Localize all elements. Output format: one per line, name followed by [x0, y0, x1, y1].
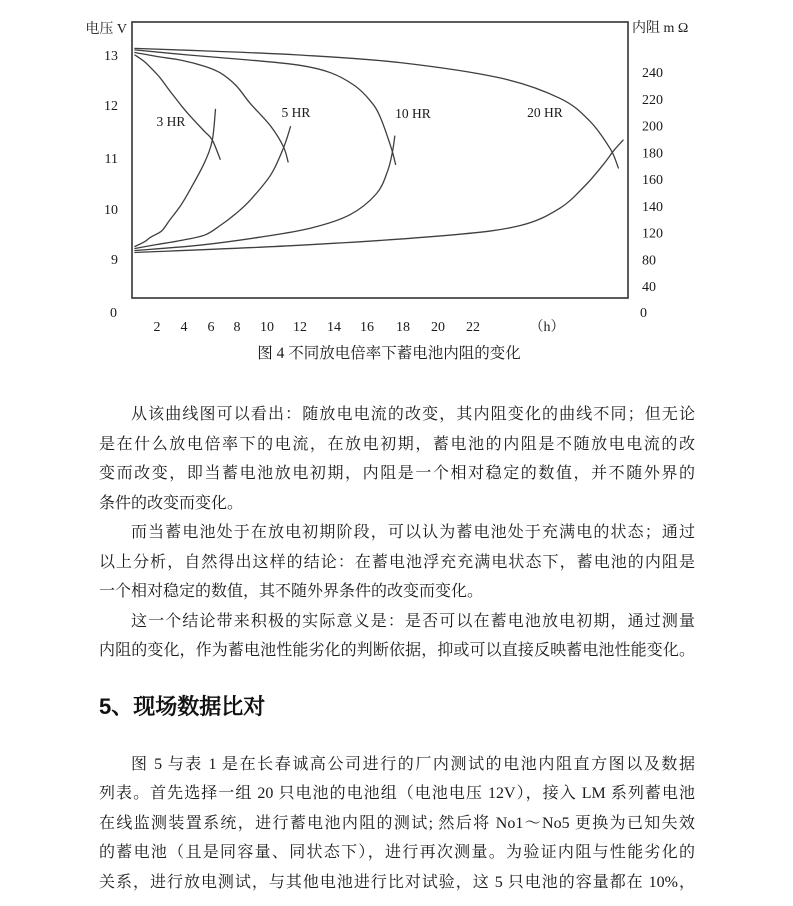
x-tick-label: 2 — [153, 320, 161, 335]
x-tick-label: 16 — [360, 320, 374, 335]
left-tick-label: 11 — [104, 152, 118, 167]
curve-label: 10 HR — [395, 106, 431, 121]
figure-caption: 图 4 不同放电倍率下蓄电池内阻的变化 — [257, 345, 521, 362]
x-axis-unit-label: （h） — [529, 320, 565, 335]
curve-label: 3 HR — [156, 114, 186, 129]
right-tick-label: 160 — [642, 173, 663, 188]
curve-label: 5 HR — [281, 105, 311, 120]
right-tick-label: 140 — [642, 199, 663, 215]
text-line: 从该曲线图可以看出：随放电电流的改变，其内阻变化的曲线不同；但无论 — [131, 406, 695, 423]
text-line: 一个相对稳定的数值，其不随外界条件的改变而变化。 — [99, 583, 484, 600]
x-tick-label: 14 — [327, 320, 341, 335]
paragraph — [99, 400, 695, 518]
left-tick-label: 9 — [111, 253, 118, 268]
text-line: 是在什么放电倍率下的电流，在放电初期，蓄电池的内阻是不随放电电流的改 — [99, 435, 695, 453]
body-text — [99, 400, 695, 897]
text-line: 列表。首先选择一组 20 只电池的电池组（电池电压 12V），接入 LM 系列蓄电池 — [99, 785, 695, 802]
paragraph — [99, 607, 695, 666]
text-line: 这一个结论带来积极的实际意义是：是否可以在蓄电池放电初期，通过测量 — [131, 612, 695, 630]
text-line: 关系，进行放电测试，与其他电池进行比对试验，这 5 只电池的容量都在 10%， — [99, 873, 695, 891]
text-line: 变而改变，即当蓄电池放电初期，内阻是一个相对稳定的数值，并不随外界的 — [99, 465, 695, 482]
right-tick-label: 80 — [642, 253, 656, 269]
x-tick-label: 6 — [207, 320, 215, 335]
right-zero-label: 0 — [640, 306, 647, 321]
paragraph — [99, 518, 695, 607]
text-line: 内阻的变化，作为蓄电池性能劣化的判断依据，抑或可以直接反映蓄电池性能变化。 — [99, 642, 695, 659]
x-tick-label: 12 — [293, 320, 307, 335]
right-tick-label: 180 — [642, 146, 663, 162]
text-line: 以上分析，自然得出这样的结论：在蓄电池浮充充满电状态下，蓄电池的内阻是 — [99, 553, 695, 571]
series-20HR-resistance — [135, 140, 623, 252]
text-line: 图 5 与表 1 是在长春诚高公司进行的厂内测试的电池内阻直方图以及数据 — [131, 755, 695, 773]
x-tick-label: 22 — [466, 320, 480, 335]
section-heading: 5、现场数据比对 — [99, 693, 266, 719]
right-tick-label: 40 — [642, 280, 656, 295]
x-tick-label: 8 — [233, 320, 241, 335]
series-10HR-voltage — [135, 50, 396, 164]
right-tick-label: 200 — [642, 119, 663, 135]
left-axis-title: 电压 V — [85, 22, 127, 37]
left-tick-label: 10 — [104, 203, 118, 218]
plot-border — [132, 22, 628, 298]
series-3HR-voltage — [135, 55, 220, 159]
right-tick-label: 220 — [642, 92, 663, 108]
text-line: 的蓄电池（且是同容量、同状态下），进行再次测量。为验证内阻与性能劣化的 — [99, 844, 695, 861]
left-tick-label: 13 — [104, 49, 118, 64]
right-tick-label: 240 — [642, 66, 663, 81]
right-tick-label: 120 — [642, 226, 663, 242]
left-tick-label: 12 — [104, 99, 118, 114]
series-10HR-resistance — [135, 136, 395, 250]
text-line: 而当蓄电池处于在放电初期阶段，可以认为蓄电池处于充满电的状态；通过 — [131, 524, 695, 541]
x-tick-label: 18 — [396, 320, 410, 335]
x-tick-label: 4 — [180, 320, 188, 335]
curve-label: 20 HR — [527, 105, 563, 120]
text-line: 在线监测装置系统，进行蓄电池内阻的测试; 然后将 No1～No5 更换为已知失效 — [99, 814, 695, 832]
text-line: 条件的改变而变化。 — [99, 494, 244, 512]
x-tick-label: 10 — [260, 320, 274, 335]
x-tick-label: 20 — [431, 320, 445, 335]
figure4-chart — [0, 0, 793, 372]
paragraph — [99, 750, 695, 898]
left-zero-label: 0 — [110, 306, 117, 321]
right-axis-title: 内阻 m Ω — [632, 21, 689, 36]
series-5HR-resistance — [135, 127, 291, 249]
